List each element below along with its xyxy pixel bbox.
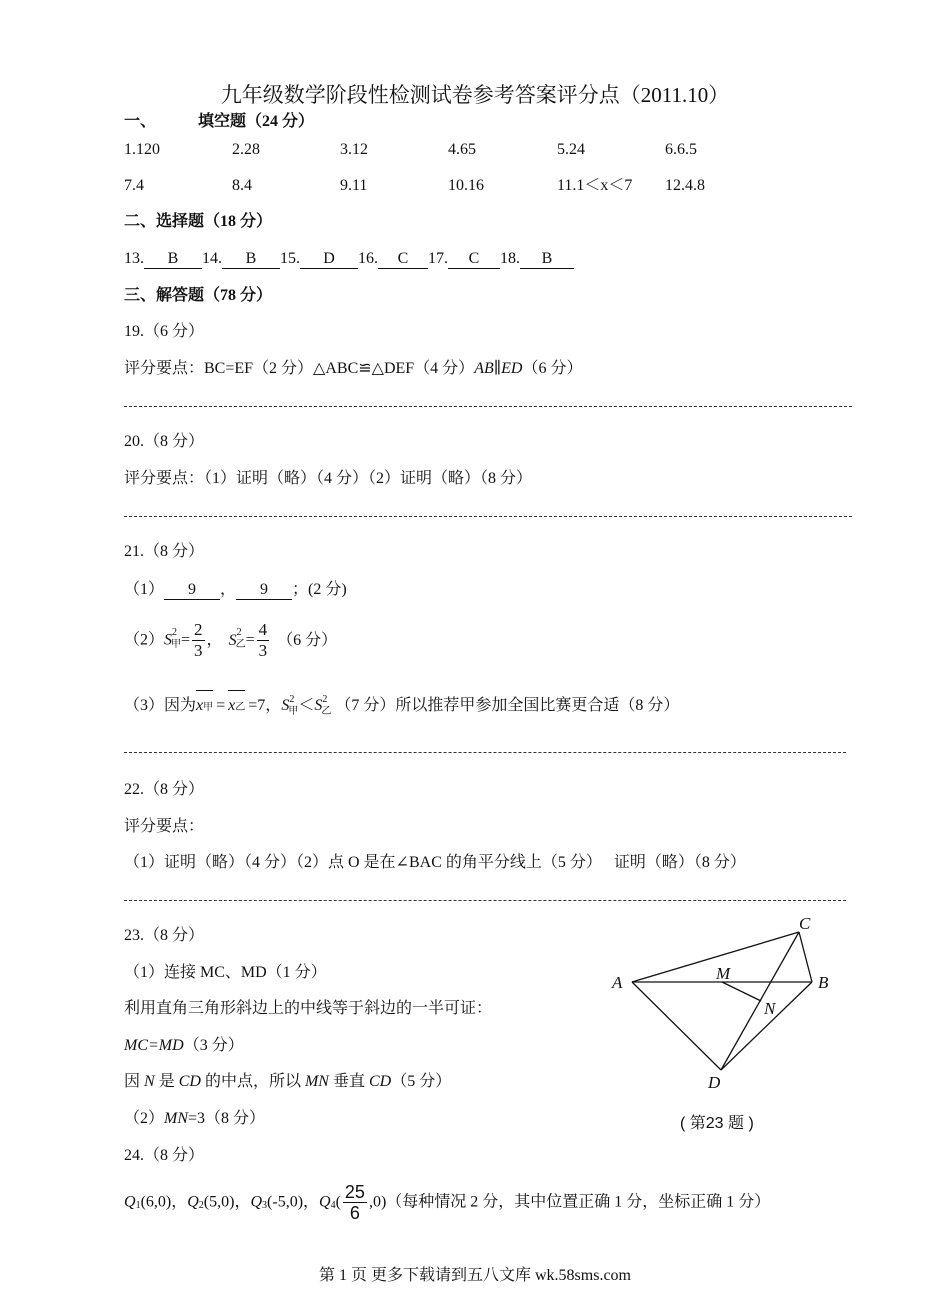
figure-caption: ( 第23 题 )	[680, 1115, 754, 1132]
q21-part3	[124, 684, 679, 722]
q19-text: 评分要点：BC=EF（2 分）△ABC≌△DEF（4 分）	[124, 360, 475, 377]
denominator: 6	[343, 1202, 367, 1223]
q23-equation: MC=MD	[124, 1037, 184, 1054]
segment-ad	[632, 982, 721, 1070]
variance-symbol: S	[281, 697, 290, 714]
choice-number: 14.	[202, 250, 222, 267]
choice-answer: B	[520, 250, 574, 269]
segment-cb	[799, 932, 812, 982]
q23-text: 垂直	[332, 1073, 365, 1090]
fill-answer: 12.4.8	[665, 177, 705, 194]
q21-part2-score: （6 分）	[277, 631, 338, 649]
q20-heading: 20.（8 分）	[124, 433, 205, 450]
q24-heading: 24.（8 分）	[124, 1147, 205, 1164]
q23-part2-label: （2）	[124, 1110, 165, 1127]
choice-answers	[124, 249, 574, 269]
choice-number: 16.	[358, 250, 378, 267]
equals: =	[181, 631, 191, 649]
page-footer: 第 1 页 更多下载请到五八文库 wk.58sms.com	[318, 1267, 631, 1284]
choice-answer: B	[144, 250, 202, 269]
subscript-yi: 乙	[235, 702, 246, 713]
label-a: A	[612, 973, 623, 992]
divider	[124, 516, 852, 517]
divider	[124, 900, 846, 901]
exponent: 2	[172, 626, 178, 638]
mean-x: x	[196, 697, 204, 714]
q19-heading: 19.（6 分）	[124, 323, 205, 340]
fill-answer: 7.4	[124, 177, 144, 194]
fill-answer: 3.12	[340, 141, 368, 158]
variance-symbol: S	[228, 631, 237, 649]
figure-lines	[632, 932, 812, 1070]
denominator: 3	[194, 641, 203, 660]
exponent: 2	[322, 694, 328, 705]
choice-answer: D	[300, 250, 358, 269]
subscript-jia: 甲	[171, 638, 182, 650]
comma: ，	[206, 631, 223, 649]
point-q: Q	[187, 1193, 199, 1211]
q23-text: 是	[158, 1073, 175, 1090]
q22-scoring-label: 评分要点：	[124, 818, 205, 835]
point-coord: (	[335, 1193, 341, 1211]
subscript-yi: 乙	[235, 638, 246, 650]
point-coord: (5,0)，	[203, 1193, 251, 1211]
q19-score: （6 分）	[522, 360, 583, 377]
q23-point-n: N	[144, 1073, 155, 1090]
choice-number: 18.	[500, 250, 520, 267]
q23-text: 的中点，所以	[204, 1073, 301, 1090]
q22-scoring: （1）证明（略）（4 分）（2）点 O 是在∠BAC 的角平分线上（5 分） 证明（略）（8 分）	[124, 854, 746, 871]
q23-line4	[124, 1072, 451, 1092]
fill-answer: 9.11	[340, 177, 368, 194]
q20-scoring: 评分要点：（1）证明（略）（4 分）（2）证明（略）（8 分）	[124, 470, 533, 487]
label-m: M	[716, 964, 731, 983]
q21-part1	[124, 580, 347, 600]
equals: =	[216, 697, 226, 714]
q21-part2-label: （2）	[124, 631, 165, 649]
label-d: D	[708, 1073, 721, 1092]
choice-number: 17.	[428, 250, 448, 267]
divider	[124, 752, 846, 753]
mean-yi	[228, 690, 245, 722]
section2-heading: 二、选择题（18 分）	[124, 213, 273, 230]
variance-symbol: S	[164, 631, 173, 649]
label-n: N	[764, 999, 776, 1018]
q23-line3	[124, 1036, 244, 1056]
label-c: C	[799, 914, 811, 933]
geometry-figure	[600, 908, 840, 1098]
fraction	[343, 1182, 367, 1223]
point-subscript: 4	[330, 1200, 336, 1212]
q21-answer: 9	[236, 581, 292, 600]
fraction	[257, 620, 270, 661]
fill-answer: 10.16	[448, 177, 484, 194]
fill-answer: 1.120	[124, 141, 160, 158]
q21-answer: 9	[164, 581, 220, 600]
choice-answer: B	[222, 250, 280, 269]
q19-parallel: AB∥ED	[474, 360, 523, 377]
fill-answer: 5.24	[557, 141, 585, 158]
mean-value: =7	[248, 697, 266, 714]
exponent: 2	[236, 626, 242, 638]
less-than: ＜	[298, 697, 315, 714]
section1-heading	[124, 112, 314, 132]
fill-answer: 6.6.5	[665, 141, 697, 158]
mean-x: x	[228, 697, 236, 714]
denominator: 3	[258, 641, 268, 660]
q21-part1-label: （1）	[124, 581, 165, 598]
q22-heading: 22.（8 分）	[124, 781, 205, 798]
point-subscript: 2	[198, 1200, 204, 1212]
choice-number: 13.	[124, 250, 144, 267]
q23-segment-cd: CD	[178, 1073, 201, 1090]
fraction	[192, 620, 205, 661]
fill-answer: 4.65	[448, 141, 476, 158]
q19-scoring	[124, 359, 582, 379]
q23-line1: （1）连接 MC、MD（1 分）	[124, 964, 327, 981]
q21-part2	[124, 620, 337, 661]
segment-bd	[721, 982, 812, 1070]
q23-segment-mn: MN	[304, 1073, 329, 1090]
variance-symbol: S	[314, 697, 323, 714]
point-subscript: 3	[262, 1200, 268, 1212]
point-subscript: 1	[135, 1200, 141, 1212]
fill-answer: 2.28	[232, 141, 260, 158]
q23-score: （5 分）	[391, 1073, 452, 1090]
numerator: 4	[258, 620, 268, 639]
q23-heading: 23.（8 分）	[124, 927, 205, 944]
subscript-jia: 甲	[203, 702, 214, 713]
comma: ，	[265, 697, 282, 714]
q23-score: （3 分）	[183, 1037, 244, 1054]
q23-segment-cd: CD	[368, 1073, 392, 1090]
q23-part2-value: =3（8 分）	[188, 1110, 266, 1127]
point-q: Q	[250, 1193, 263, 1211]
point-q: Q	[319, 1193, 331, 1211]
equals: =	[245, 631, 255, 649]
point-coord: ,0)	[368, 1193, 387, 1211]
point-coord: (6,0)，	[140, 1193, 188, 1211]
q21-part3-score: （7 分）所以推荐甲参加全国比赛更合适（8 分）	[335, 697, 680, 714]
q23-line5	[124, 1109, 265, 1129]
q21-part1-score: ；(2 分)	[292, 581, 347, 598]
subscript-jia: 甲	[288, 706, 299, 717]
exponent: 2	[289, 694, 295, 705]
numerator: 25	[344, 1181, 365, 1202]
choice-number: 15.	[280, 250, 300, 267]
q21-part3-label: （3）因为	[124, 697, 197, 714]
q24-answer	[124, 1180, 770, 1224]
choice-answer: C	[448, 250, 500, 269]
q23-text: 因	[124, 1073, 141, 1090]
divider	[124, 406, 852, 407]
fill-answer: 8.4	[232, 177, 252, 194]
segment-mn	[722, 982, 761, 1001]
subscript-yi: 乙	[321, 706, 332, 717]
choice-answer: C	[378, 250, 428, 269]
point-q: Q	[124, 1193, 136, 1211]
q24-score: （每种情况 2 分，其中位置正确 1 分，坐标正确 1 分）	[386, 1193, 771, 1211]
point-coord: (-5,0)，	[267, 1193, 320, 1211]
label-b: B	[818, 973, 829, 992]
numerator: 2	[194, 620, 203, 639]
section3-heading: 三、解答题（78 分）	[124, 287, 273, 304]
q21-sep: ，	[220, 581, 237, 598]
page-title: 九年级数学阶段性检测试卷参考答案评分点（2011.10）	[220, 83, 730, 107]
q21-heading: 21.（8 分）	[124, 543, 205, 560]
section1-title: 填空题（24 分）	[198, 113, 315, 130]
q23-segment-mn: MN	[164, 1110, 189, 1127]
mean-jia	[196, 690, 213, 722]
section1-number: 一、	[124, 113, 157, 130]
q23-line2: 利用直角三角形斜边上的中线等于斜边的一半可证：	[124, 1000, 493, 1017]
fill-answer: 11.1＜x＜7	[557, 177, 633, 194]
